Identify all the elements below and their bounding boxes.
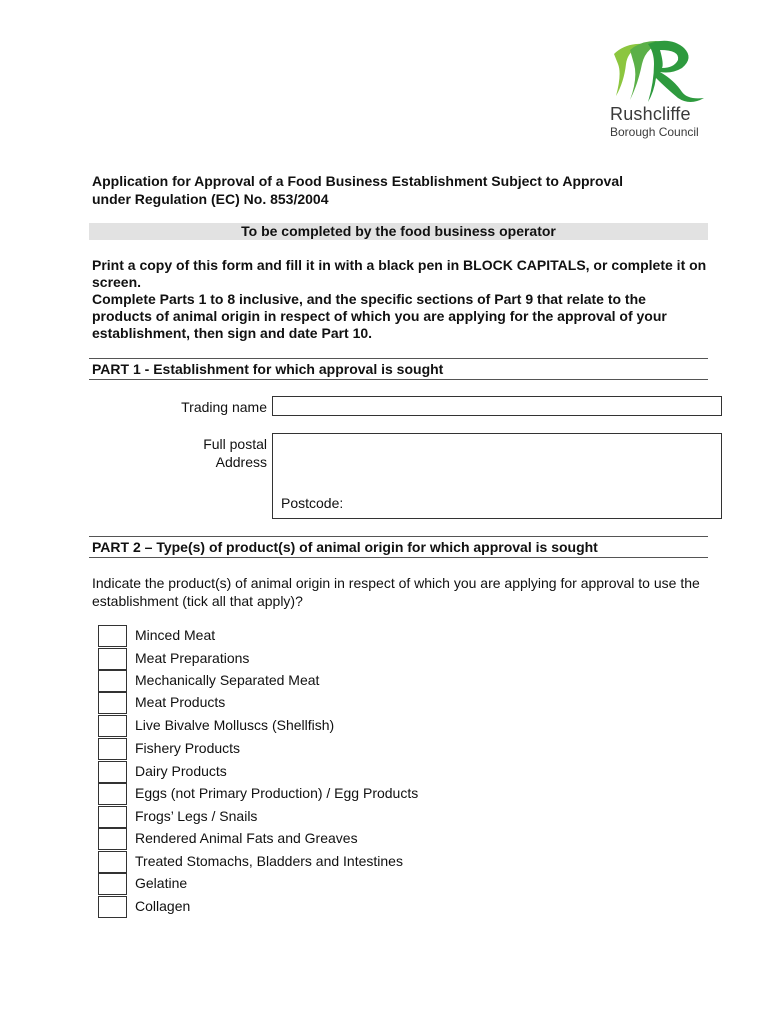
- part2-heading: [89, 536, 708, 558]
- checkbox-meat-preparations[interactable]: [98, 648, 127, 670]
- product-label: Meat Preparations: [135, 650, 250, 666]
- instructions: [92, 257, 707, 342]
- checkbox-minced-meat[interactable]: [98, 625, 127, 647]
- product-label: Dairy Products: [135, 763, 227, 779]
- checkbox-collagen[interactable]: [98, 896, 127, 918]
- council-logo: [600, 34, 720, 142]
- product-label: Meat Products: [135, 694, 226, 710]
- product-label: Frogs’ Legs / Snails: [135, 808, 258, 824]
- address-label-line-1: Full postal: [203, 436, 267, 452]
- checkbox-mechanically-separated-meat[interactable]: [98, 670, 127, 692]
- checkbox-meat-products[interactable]: [98, 692, 127, 714]
- instruction-complete-parts: Complete Parts 1 to 8 inclusive, and the specific sections of Part 9 that relate to the products of animal origin in respect of which you are applying for the approval of your establishment, then sign and date Part 10.: [92, 291, 667, 341]
- checkbox-gelatine[interactable]: [98, 873, 127, 895]
- part2-instruction: Indicate the product(s) of animal origin in respect of which you are applying for approval to use the establishment (tick all that apply)?: [92, 575, 700, 609]
- trading-name-input[interactable]: [272, 396, 722, 416]
- product-label: Rendered Animal Fats and Greaves: [135, 830, 358, 846]
- product-label: Eggs (not Primary Production) / Egg Products: [135, 785, 419, 801]
- checkbox-live-bivalve-molluscs[interactable]: [98, 715, 127, 737]
- checkbox-rendered-animal-fats[interactable]: [98, 828, 127, 850]
- checkbox-treated-stomachs[interactable]: [98, 851, 127, 873]
- trading-name-label: Trading name: [181, 399, 267, 415]
- form-title: [92, 172, 702, 208]
- instruction-print: Print a copy of this form and fill it in with a black pen in BLOCK CAPITALS, or complete it on screen.: [92, 257, 707, 290]
- postal-address-input[interactable]: [272, 433, 722, 519]
- product-label: Gelatine: [135, 875, 188, 891]
- checkbox-dairy-products[interactable]: [98, 761, 127, 783]
- part2-heading-text: PART 2 – Type(s) of product(s) of animal origin for which approval is sought: [92, 539, 598, 555]
- product-label: Mechanically Separated Meat: [135, 672, 320, 688]
- product-label: Treated Stomachs, Bladders and Intestines: [135, 853, 403, 869]
- form-title-line-2: under Regulation (EC) No. 853/2004: [92, 191, 329, 207]
- product-label: Fishery Products: [135, 740, 241, 756]
- postcode-label: Postcode:: [281, 495, 344, 511]
- product-label: Minced Meat: [135, 627, 216, 643]
- part1-heading-text: PART 1 - Establishment for which approval is sought: [92, 361, 444, 377]
- product-label: Live Bivalve Molluscs (Shellfish): [135, 717, 335, 733]
- form-title-line-1: Application for Approval of a Food Business Establishment Subject to Approval: [92, 173, 624, 189]
- product-label: Collagen: [135, 898, 191, 914]
- address-label-line-2: Address: [215, 454, 267, 470]
- checkbox-frogs-legs-snails[interactable]: [98, 806, 127, 828]
- checkbox-eggs[interactable]: [98, 783, 127, 805]
- council-subtitle: Borough Council: [610, 125, 699, 139]
- operator-banner: To be completed by the food business operator: [89, 223, 708, 240]
- council-name: Rushcliffe: [610, 104, 691, 124]
- checkbox-fishery-products[interactable]: [98, 738, 127, 760]
- part1-heading: [89, 358, 708, 380]
- rushcliffe-r-logo-icon: [608, 34, 708, 106]
